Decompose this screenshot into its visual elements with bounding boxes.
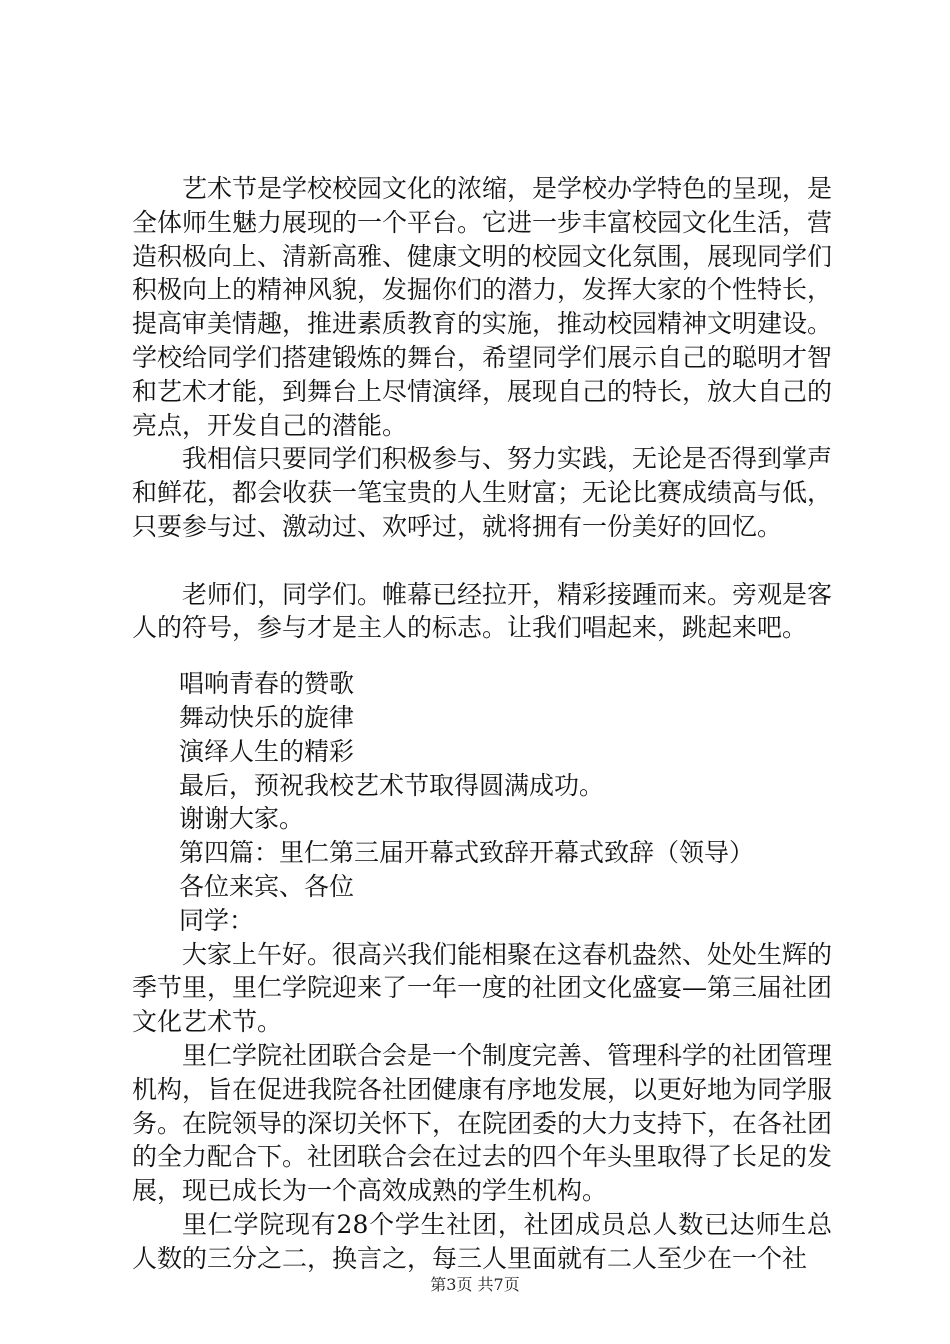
paragraph-club-union: 里仁学院社团联合会是一个制度完善、管理科学的社团管理机构，旨在促进我院各社团健康有序地发展，以更好地为同学服务。在院领导的深切关怀下，在院团委的大力支持下，在各社团的全力配合下。社团联合会在过去的四个年头里取得了长足的发展，现已成长为一个高效成熟的学生机构。 — [132, 1040, 833, 1206]
line-students: 同学： — [179, 905, 255, 935]
document-body — [132, 172, 832, 1276]
page-footer: 第3页 共7页 — [430, 1275, 520, 1294]
line-salutation: 各位来宾、各位 — [179, 871, 355, 901]
paragraph-curtain: 老师们，同学们。帷幕已经拉开，精彩接踵而来。旁观是客人的符号，参与才是主人的标志。让我们唱起来，跳起来吧。 — [132, 579, 833, 643]
paragraph-greeting: 大家上午好。很高兴我们能相聚在这春机盎然、处处生辉的季节里，里仁学院迎来了一年一度的社团文化盛宴—第三届社团文化艺术节。 — [132, 939, 833, 1037]
section-heading: 第四篇：里仁第三届开幕式致辞开幕式致辞（领导） — [179, 838, 755, 868]
paragraph-participation: 我相信只要同学们积极参与、努力实践，无论是否得到掌声和鲜花，都会收获一笔宝贵的人生财富；无论比赛成绩高与低，只要参与过、激动过、欢呼过，就将拥有一份美好的回忆。 — [132, 444, 833, 541]
line-closing-wish: 最后，预祝我校艺术节取得圆满成功。 — [179, 770, 605, 800]
paragraph-spacer — [132, 544, 832, 578]
paragraph-art-festival: 艺术节是学校校园文化的浓缩，是学校办学特色的呈现，是全体师生魅力展现的一个平台。它进一步丰富校园文化生活，营造积极向上、清新高雅、健康文明的校园文化氛围，展现同学们积极向上的精神风貌，发掘你们的潜力，发挥大家的个性特长，提高审美情趣，推进素质教育的实施，推动校园精神文明建设。学校给同学们搭建锻炼的舞台，希望同学们展示自己的聪明才智和艺术才能，到舞台上尽情演绎，展现自己的特长，放大自己的亮点，开发自己的潜能。 — [132, 174, 833, 440]
line-thanks: 谢谢大家。 — [179, 804, 305, 834]
line-life-splendor: 演绎人生的精彩 — [179, 736, 355, 766]
line-youth-song: 唱响青春的赞歌 — [179, 669, 355, 699]
line-happy-melody: 舞动快乐的旋律 — [179, 702, 355, 732]
paragraph-club-count: 里仁学院现有28个学生社团，社团成员总人数已达师生总人数的三分之二，换言之，每三人里面就有二人至少在一个社 — [132, 1209, 832, 1273]
line-spacer — [132, 645, 832, 667]
